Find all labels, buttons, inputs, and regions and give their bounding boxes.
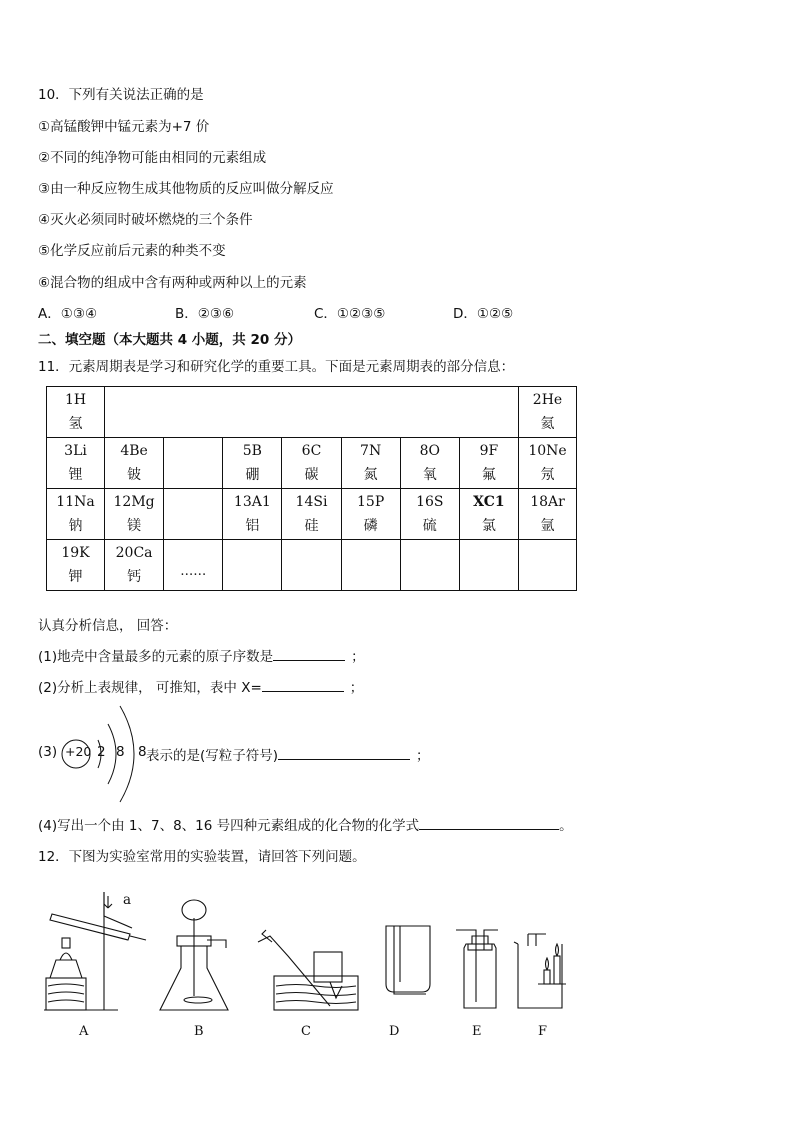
element-cell: 5B 硼 [223, 438, 282, 489]
element-cell: 15P 磷 [341, 489, 400, 540]
element-cell: 18Ar 氩 [519, 489, 577, 540]
q11-sub2: (2)分析上表规律， 可推知，表中 X= ； [38, 676, 363, 696]
q10-stem: 10．下列有关说法正确的是 [38, 87, 204, 103]
table-row [47, 438, 577, 489]
figure-label-f: F [538, 1024, 548, 1039]
q11-sub3-text: 表示的是(写粒子符号) ； [146, 744, 430, 764]
apparatus-d [386, 926, 430, 994]
q10-item-3: ③由一种反应物生成其他物质的反应叫做分解反应 [38, 181, 334, 197]
q10-item-6: ⑥混合物的组成中含有两种或两种以上的元素 [38, 275, 307, 291]
element-cell: 4Be 铍 [105, 438, 164, 489]
apparatus-c [258, 930, 358, 1010]
shell-electrons-1: 2 [97, 744, 106, 760]
element-cell [400, 540, 459, 591]
nucleus-charge: +20 [65, 744, 92, 759]
element-cell-x: XC1 氯 [459, 489, 518, 540]
table-row [47, 387, 577, 438]
q10-option-b: B．②③⑥ [175, 306, 235, 322]
figure-label-a: A [79, 1024, 89, 1039]
q11-sub1: (1)地壳中含量最多的元素的原子序数是 ； [38, 645, 365, 665]
element-cell: 9F 氟 [459, 438, 518, 489]
element-cell [223, 540, 282, 591]
q12-stem: 12．下图为实验室常用的实验装置，请回答下列问题。 [38, 849, 366, 865]
element-cell-h: 1H 氢 [47, 387, 105, 438]
electron-shell-2 [108, 724, 116, 784]
q10-item-5: ⑤化学反应前后元素的种类不变 [38, 243, 226, 259]
element-cell: 14Si 硅 [282, 489, 341, 540]
element-cell [164, 489, 223, 540]
q10-option-c: C．①②③⑤ [314, 306, 386, 322]
element-cell: 6C 碳 [282, 438, 341, 489]
q11-stem: 11．元素周期表是学习和研究化学的重要工具。下面是元素周期表的部分信息： [38, 359, 515, 375]
q11-sub4: (4)写出一个由 1、7、8、16 号四种元素组成的化合物的化学式 。 [38, 814, 573, 834]
answer-blank[interactable] [419, 815, 559, 830]
element-cell: 3Li 锂 [47, 438, 105, 489]
element-cell: 16S 硫 [400, 489, 459, 540]
q10-item-1: ①高锰酸钾中锰元素为+7 价 [38, 119, 210, 135]
q10-item-4: ④灭火必须同时破坏燃烧的三个条件 [38, 212, 253, 228]
apparatus-a [44, 892, 146, 1010]
answer-blank[interactable] [262, 677, 344, 692]
element-cell: 11Na 钠 [47, 489, 105, 540]
empty-span-cell [105, 387, 519, 438]
q10-option-a: A．①③④ [38, 306, 98, 322]
apparatus-e [456, 930, 498, 1008]
element-cell: 20Ca 钙 [105, 540, 164, 591]
answer-blank[interactable] [273, 646, 345, 661]
q10-option-d: D．①②⑤ [453, 306, 514, 322]
element-cell [164, 438, 223, 489]
element-cell [519, 540, 577, 591]
element-cell: 8O 氧 [400, 438, 459, 489]
element-cell: 10Ne 氖 [519, 438, 577, 489]
ellipsis-cell: …… [164, 540, 223, 591]
element-cell-he: 2He 氦 [519, 387, 577, 438]
section-heading: 二、填空题（本大题共 4 小题，共 20 分） [38, 332, 301, 348]
apparatus-b [160, 900, 228, 1010]
lab-apparatus-figure [36, 886, 596, 1018]
element-cell [459, 540, 518, 591]
answer-blank[interactable] [278, 745, 410, 760]
table-row [47, 540, 577, 591]
q10-item-2: ②不同的纯净物可能由相同的元素组成 [38, 150, 267, 166]
annotation-a: a [123, 892, 132, 908]
figure-label-d: D [389, 1024, 400, 1039]
element-cell [282, 540, 341, 591]
q11-prompt: 认真分析信息， 回答： [38, 618, 178, 634]
figure-label-c: C [301, 1024, 311, 1039]
shell-electrons-3: 8 [138, 744, 147, 760]
element-cell [341, 540, 400, 591]
table-row [47, 489, 577, 540]
figure-label-e: E [472, 1024, 482, 1039]
periodic-table [46, 386, 577, 591]
element-cell: 12Mg 镁 [105, 489, 164, 540]
element-cell: 13A1 铝 [223, 489, 282, 540]
element-cell: 19K 钾 [47, 540, 105, 591]
shell-electrons-2: 8 [116, 744, 125, 760]
element-cell: 7N 氮 [341, 438, 400, 489]
q11-sub3-label: (3) [38, 744, 58, 760]
figure-label-b: B [194, 1024, 204, 1039]
apparatus-f [514, 934, 566, 1008]
